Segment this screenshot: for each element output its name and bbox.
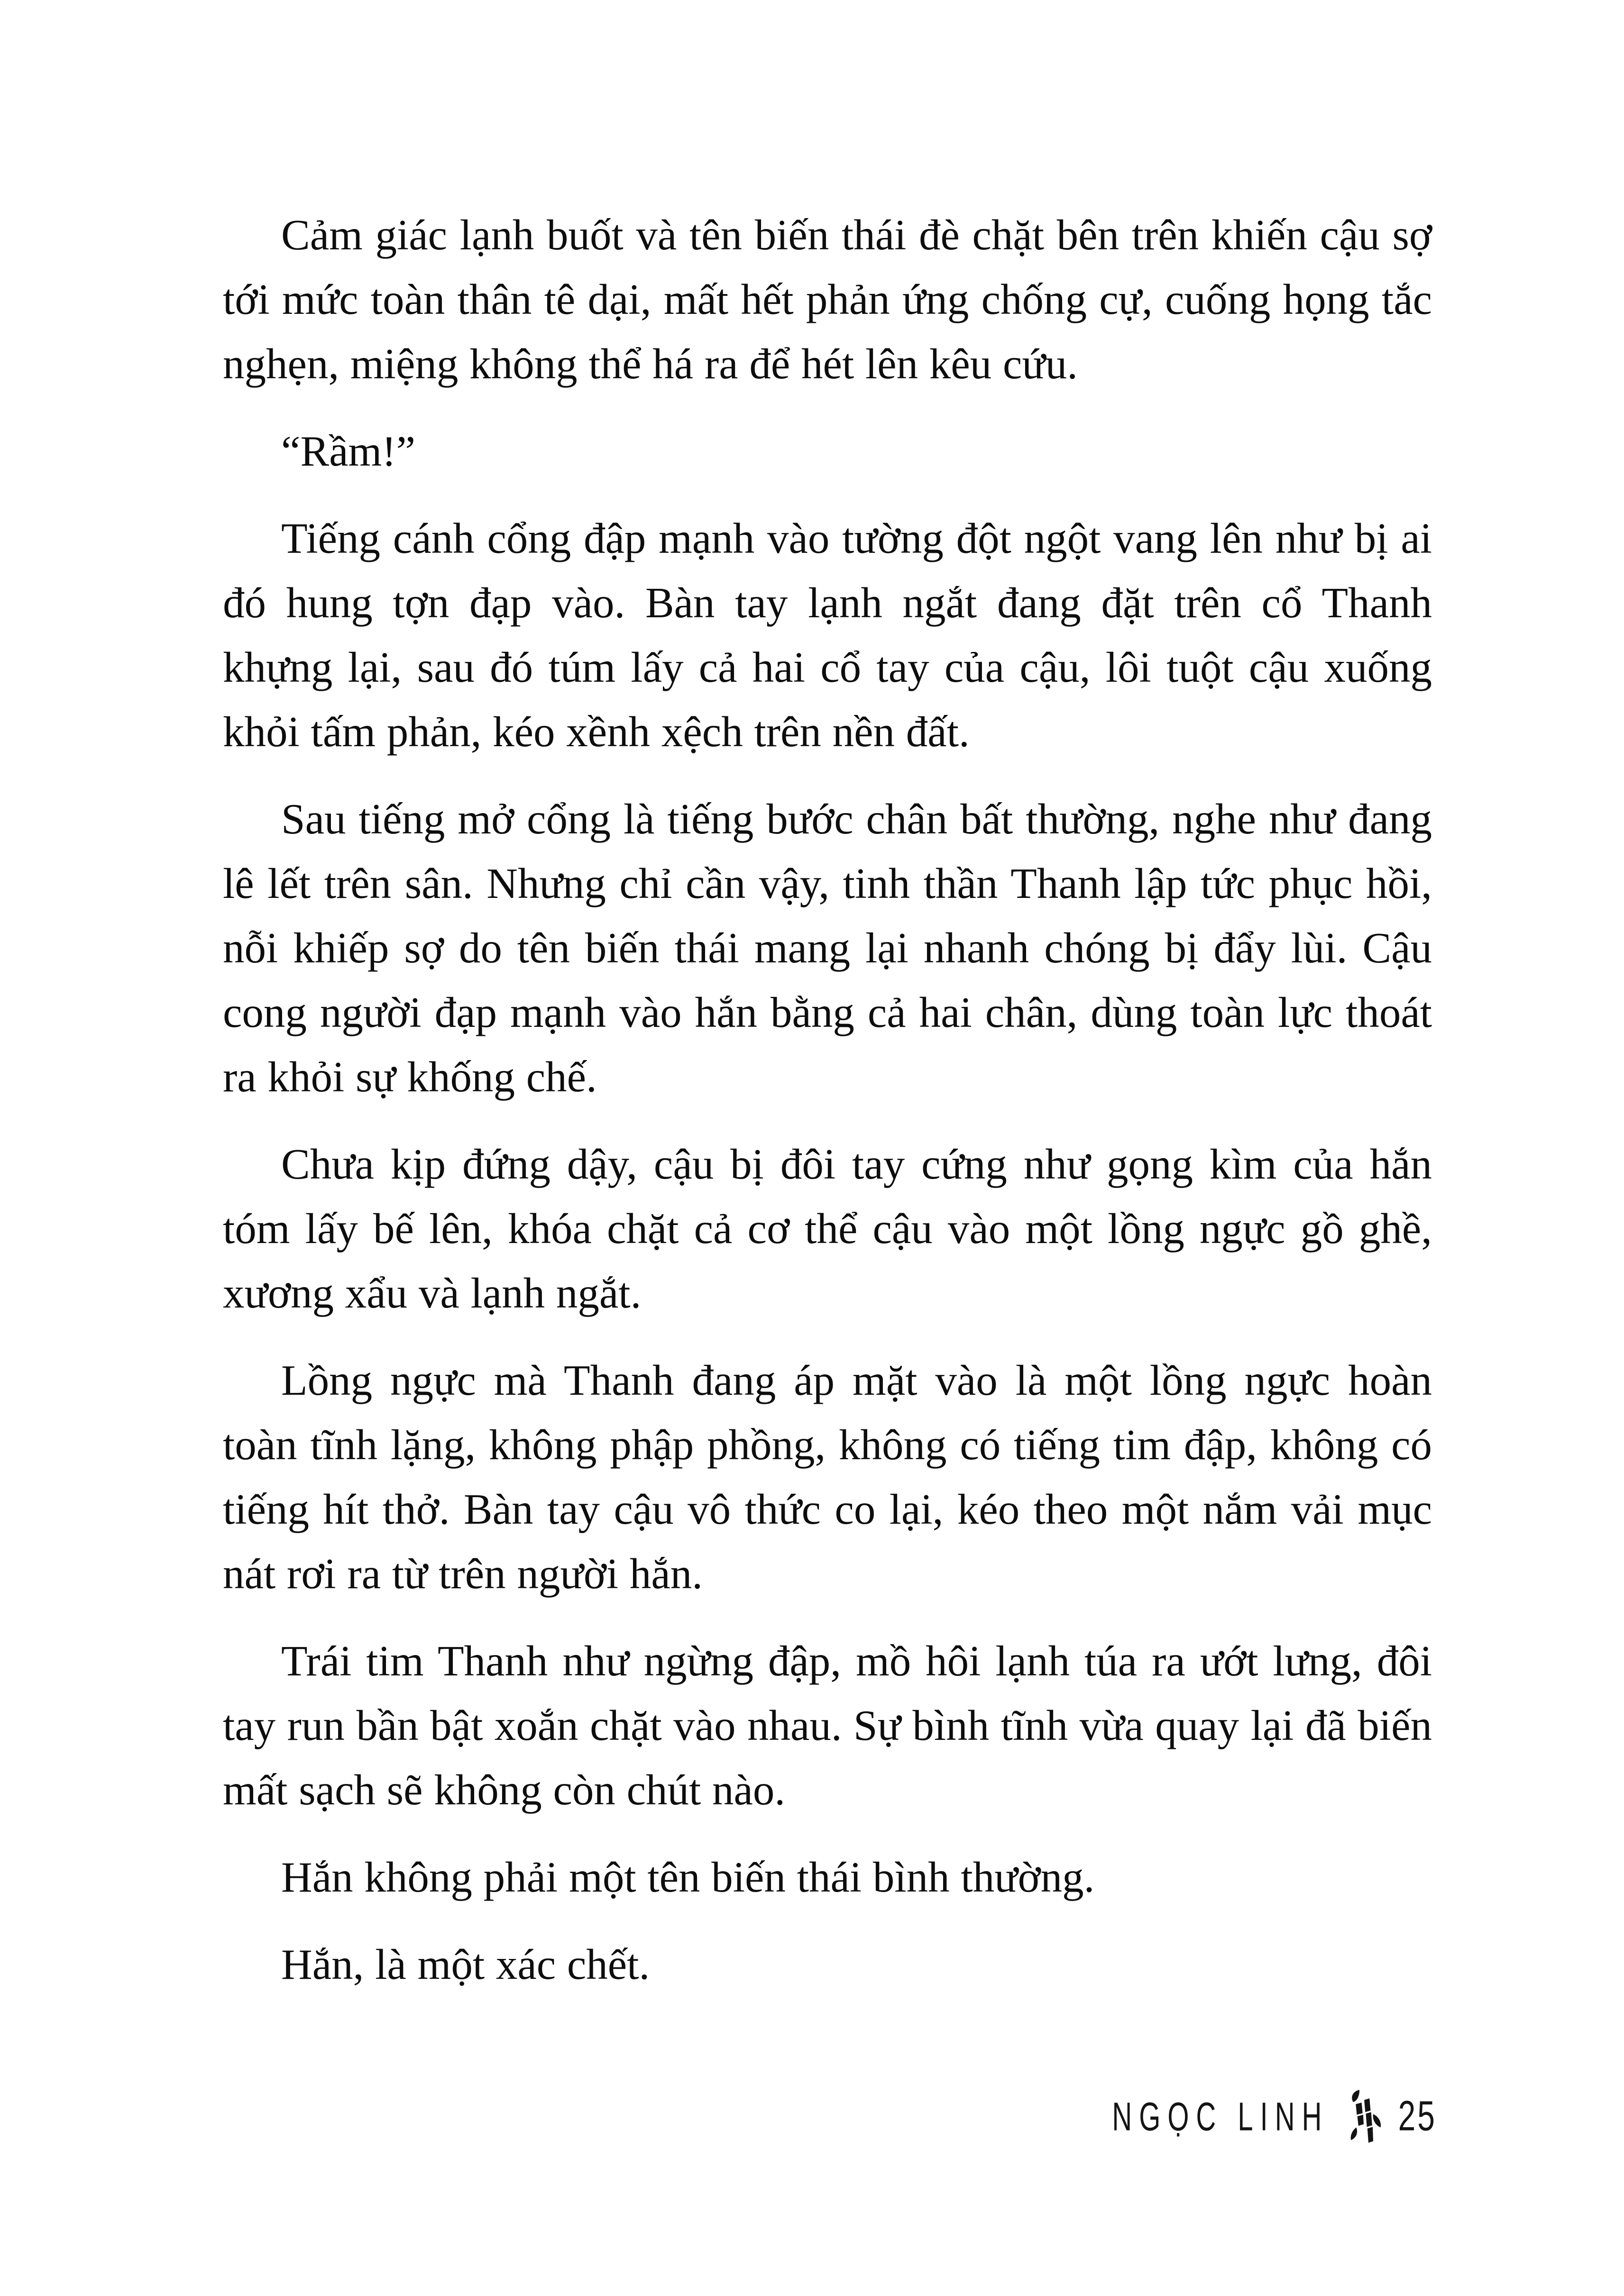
bamboo-icon bbox=[1345, 2090, 1382, 2140]
paragraph-sound-effect: “Rầm!” bbox=[281, 427, 415, 475]
paragraph: Hắn, là một xác chết. bbox=[281, 1940, 650, 1988]
body-text bbox=[223, 203, 1432, 1997]
paragraph: Hắn không phải một tên biến thái bình thường. bbox=[281, 1853, 1095, 1901]
paragraph: Tiếng cánh cổng đập mạnh vào tường đột ngột vang lên như bị ai đó hung tợn đạp vào. Bàn tay lạnh ngắt đang đặt trên cổ Thanh khựng lại, sau đó túm lấy cả hai cổ tay của cậu, lôi tuột cậu xuống khỏi tấm phản, kéo xềnh xệch trên nền đất. bbox=[223, 514, 1432, 756]
paragraph: Cảm giác lạnh buốt và tên biến thái đè chặt bên trên khiến cậu sợ tới mức toàn thân tê dại, mất hết phản ứng chống cự, cuống họng tắc nghẹn, miệng không thể há ra để hét lên kêu cứu. bbox=[223, 211, 1432, 388]
paragraph: Lồng ngực mà Thanh đang áp mặt vào là một lồng ngực hoàn toàn tĩnh lặng, không phập phồng, không có tiếng tim đập, không có tiếng hít thở. Bàn tay cậu vô thức co lại, kéo theo một nắm vải mục nát rơi ra từ trên người hắn. bbox=[223, 1356, 1432, 1598]
paragraph: Trái tim Thanh như ngừng đập, mồ hôi lạnh túa ra ướt lưng, đôi tay run bần bật xoắn chặt vào nhau. Sự bình tĩnh vừa quay lại đã biến mất sạch sẽ không còn chút nào. bbox=[223, 1637, 1432, 1814]
paragraph: Chưa kịp đứng dậy, cậu bị đôi tay cứng như gọng kìm của hắn tóm lấy bế lên, khóa chặt cả cơ thể cậu vào một lồng ngực gồ ghề, xương xẩu và lạnh ngắt. bbox=[223, 1140, 1432, 1317]
page-footer bbox=[1112, 2090, 1437, 2140]
footer-author-name: NGỌC LINH bbox=[1112, 2095, 1329, 2140]
page-number: 25 bbox=[1398, 2092, 1437, 2140]
paragraph: Sau tiếng mở cổng là tiếng bước chân bất thường, nghe như đang lê lết trên sân. Nhưng chỉ cần vậy, tinh thần Thanh lập tức phục hồi, nỗi khiếp sợ do tên biến thái mang lại nhanh chóng bị đẩy lùi. Cậu cong người đạp mạnh vào hắn bằng cả hai chân, dùng toàn lực thoát ra khỏi sự khống chế. bbox=[223, 795, 1432, 1101]
